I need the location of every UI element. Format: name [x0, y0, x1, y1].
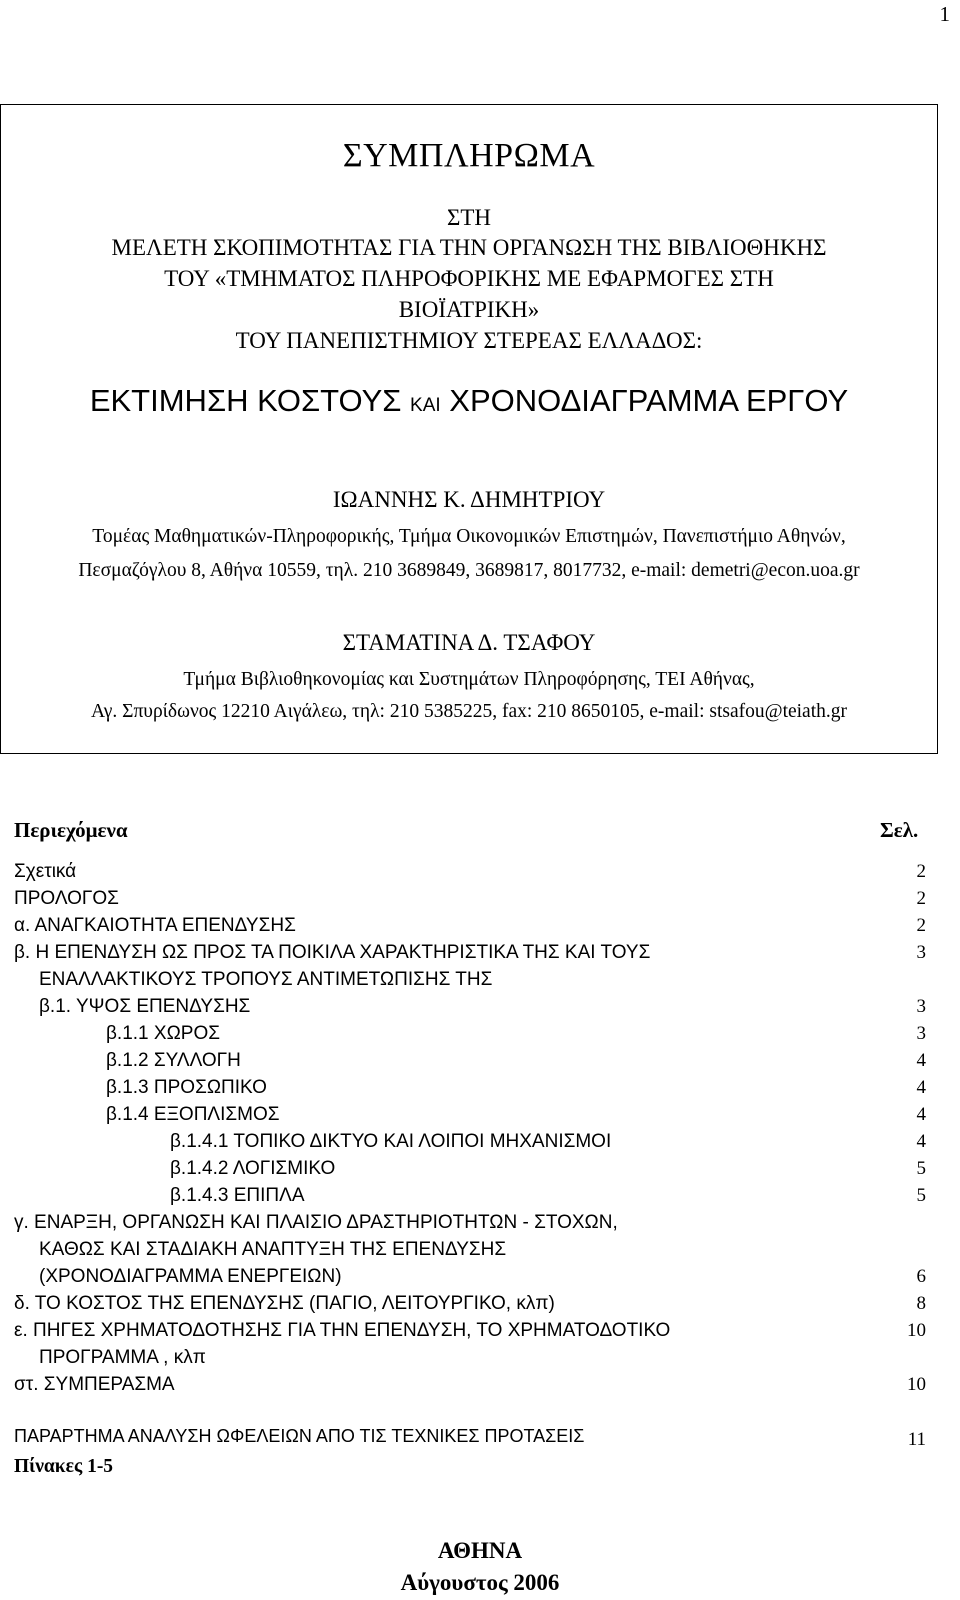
toc-entry — [14, 858, 926, 885]
toc-entry-page: 5 — [916, 1185, 926, 1206]
toc-entry — [39, 993, 926, 1020]
author-2-affiliation: Τμήμα Βιβλιοθηκονομίας και Συστημάτων Πληροφόρησης, ΤΕΙ Αθήνας, — [183, 669, 755, 690]
toc-entry-page: 4 — [916, 1077, 926, 1098]
subtitle-line-4: ΒΙΟΪΑΤΡΙΚΗ» — [398, 297, 540, 322]
toc-entry-text: ΠΡΟΛΟΓΟΣ — [14, 888, 119, 909]
author-1-name: ΙΩΑΝΝΗΣ Κ. ΔΗΜΗΤΡΙΟΥ — [332, 487, 606, 512]
footer-city: ΑΘΗΝΑ — [437, 1538, 523, 1563]
toc-entry — [14, 912, 926, 939]
toc-entry-page: 11 — [907, 1429, 926, 1450]
toc-entry-text: γ. ΕΝΑΡΞΗ, ΟΡΓΑΝΩΣΗ ΚΑΙ ΠΛΑΙΣΙΟ ΔΡΑΣΤΗΡΙΟΤΗΤΩΝ - ΣΤΟΧΩΝ, — [14, 1212, 618, 1233]
toc-entry — [14, 939, 926, 966]
author-1-affiliation: Τομέας Μαθηματικών-Πληροφορικής, Τμήμα Οικονομικών Επιστημών, Πανεπιστήμιο Αθηνών, — [92, 526, 846, 547]
toc-entry-text: β.1.3 ΠΡΟΣΩΠΙΚΟ — [106, 1077, 267, 1098]
toc-entry-page: 8 — [916, 1293, 926, 1314]
toc-entry-text: β. Η ΕΠΕΝΔΥΣΗ ΩΣ ΠΡΟΣ ΤΑ ΠΟΙΚΙΛΑ ΧΑΡΑΚΤΗΡΙΣΤΙΚΑ ΤΗΣ ΚΑΙ ΤΟΥΣ — [14, 942, 651, 963]
toc-entry-text: ε. ΠΗΓΕΣ ΧΡΗΜΑΤΟΔΟΤΗΣΗΣ ΓΙΑ ΤΗΝ ΕΠΕΝΔΥΣΗ, ΤΟ ΧΡΗΜΑΤΟΔΟΤΙΚΟ — [14, 1320, 671, 1341]
toc-entry — [106, 1101, 926, 1128]
cost-title-part-3: ΧΡΟΝΟΔΙΑΓΡΑΜΜΑ ΕΡΓΟΥ — [440, 383, 849, 418]
toc-entry — [170, 1155, 926, 1182]
toc-entry-text: Σχετικά — [14, 861, 77, 882]
toc-entry-text: β.1.4.2 ΛΟΓΙΣΜΙΚΟ — [170, 1158, 336, 1179]
toc-entry-text: α. ΑΝΑΓΚΑΙΟΤΗΤΑ ΕΠΕΝΔΥΣΗΣ — [14, 915, 296, 936]
author-2-contact: Αγ. Σπυρίδωνος 12210 Αιγάλεω, τηλ: 210 5385225, fax: 210 8650105, e-mail: stsafou@teiath.gr — [90, 701, 847, 722]
toc-entry-text: β.1.2 ΣΥΛΛΟΓΗ — [106, 1050, 241, 1071]
toc-entry-text: στ. ΣΥΜΠΕΡΑΣΜΑ — [14, 1374, 175, 1395]
toc-entry-text: ΕΝΑΛΛΑΚΤΙΚΟΥΣ ΤΡΟΠΟΥΣ ΑΝΤΙΜΕΤΩΠΙΣΗΣ ΤΗΣ — [39, 969, 493, 990]
toc-entry — [170, 1182, 926, 1209]
toc-entry — [170, 1128, 926, 1155]
subtitle-line-2: ΜΕΛΕΤΗ ΣΚΟΠΙΜΟΤΗΤΑΣ ΓΙΑ ΤΗΝ ΟΡΓΑΝΩΣΗ ΤΗΣ ΒΙΒΛΙΟΘΗΚΗΣ — [111, 235, 827, 260]
toc-entry — [14, 1209, 926, 1236]
toc-entry-text: δ. ΤΟ ΚΟΣΤΟΣ ΤΗΣ ΕΠΕΝΔΥΣΗΣ (ΠΑΓΙΟ, ΛΕΙΤΟΥΡΓΙΚΟ, κλπ) — [14, 1293, 555, 1314]
toc-entry-page: 3 — [916, 996, 926, 1017]
toc-entry-page: 3 — [916, 1023, 926, 1044]
page-number: 1 — [939, 2, 950, 26]
author-1-contact: Πεσμαζόγλου 8, Αθήνα 10559, τηλ. 210 3689849, 3689817, 8017732, e-mail: demetri@econ.uoa.gr — [78, 560, 860, 581]
toc-entry — [106, 1074, 926, 1101]
toc-entry-page: 2 — [916, 915, 926, 936]
toc-entry-text: ΠΡΟΓΡΑΜΜΑ , κλπ — [39, 1347, 206, 1368]
cost-title-part-1: ΕΚΤΙΜΗΣΗ ΚΟΣΤΟΥΣ — [89, 383, 411, 418]
toc-entry — [14, 1236, 926, 1263]
cost-title-part-2: ΚΑΙ — [410, 395, 441, 416]
toc-entry-page: 2 — [916, 888, 926, 909]
toc-entry — [106, 1047, 926, 1074]
toc-entry-page: 4 — [916, 1131, 926, 1152]
toc-entry — [14, 1371, 926, 1398]
toc-entry — [14, 966, 926, 993]
toc-entry-text: ΠΑΡΑΡΤΗΜΑ ΑΝΑΛΥΣΗ ΩΦΕΛΕΙΩΝ ΑΠΟ ΤΙΣ ΤΕΧΝΙΚΕΣ ΠΡΟΤΑΣΕΙΣ — [14, 1426, 585, 1446]
toc-entry-text: β.1. ΥΨΟΣ ΕΠΕΝΔΥΣΗΣ — [39, 996, 251, 1017]
subtitle-line-5: ΤΟΥ ΠΑΝΕΠΙΣΤΗΜΙΟΥ ΣΤΕΡΕΑΣ ΕΛΛΑΔΟΣ: — [235, 328, 703, 353]
tables-note: Πίνακες 1-5 — [14, 1456, 114, 1477]
toc-entry — [14, 1263, 926, 1290]
toc-entry — [14, 1423, 926, 1450]
toc-entry-page: 4 — [916, 1104, 926, 1125]
toc-entry — [14, 885, 926, 912]
toc-entry-text: β.1.4 ΕΞΟΠΛΙΣΜΟΣ — [106, 1104, 280, 1125]
toc-entry-page: 3 — [916, 942, 926, 963]
toc-page-heading: Σελ. — [880, 818, 919, 842]
cost-title — [1, 383, 937, 419]
toc-entry-text: ΚΑΘΩΣ ΚΑΙ ΣΤΑΔΙΑΚΗ ΑΝΑΠΤΥΞΗ ΤΗΣ ΕΠΕΝΔΥΣΗΣ — [39, 1239, 507, 1260]
toc-entry-text: β.1.4.3 ΕΠΙΠΛΑ — [170, 1185, 305, 1206]
toc-entry — [14, 1344, 926, 1371]
toc-entry-page: 5 — [916, 1158, 926, 1179]
toc-heading: Περιεχόμενα — [14, 818, 128, 842]
author-2-name: ΣΤΑΜΑΤΙΝΑ Δ. ΤΣΑΦΟΥ — [342, 630, 596, 655]
footer-date: Αύγουστος 2006 — [400, 1570, 560, 1595]
subtitle-line-3: ΤΟΥ «ΤΜΗΜΑΤΟΣ ΠΛΗΡΟΦΟΡΙΚΗΣ ΜΕ ΕΦΑΡΜΟΓΕΣ ΣΤΗ — [164, 266, 774, 291]
toc-entry-page: 2 — [916, 861, 926, 882]
toc-entry-page: 6 — [916, 1266, 926, 1287]
toc-entry-page: 10 — [907, 1374, 926, 1395]
subtitle-line-1: ΣΤΗ — [446, 205, 492, 230]
toc-entry-page: 10 — [907, 1320, 926, 1341]
toc-entry-page: 4 — [916, 1050, 926, 1071]
toc-entry — [14, 1290, 926, 1317]
toc-entry — [14, 1317, 926, 1344]
toc-entry-text: β.1.4.1 ΤΟΠΙΚΟ ΔΙΚΤΥΟ ΚΑΙ ΛΟΙΠΟΙ ΜΗΧΑΝΙΣΜΟΙ — [170, 1131, 612, 1152]
title-box — [0, 104, 938, 754]
toc-entry — [106, 1020, 926, 1047]
document-title: ΣΥΜΠΛΗΡΩΜΑ — [342, 137, 596, 174]
toc-entry-text: (ΧΡΟΝΟΔΙΑΓΡΑΜΜΑ ΕΝΕΡΓΕΙΩΝ) — [39, 1266, 342, 1287]
toc-entry-text: β.1.1 ΧΩΡΟΣ — [106, 1023, 220, 1044]
